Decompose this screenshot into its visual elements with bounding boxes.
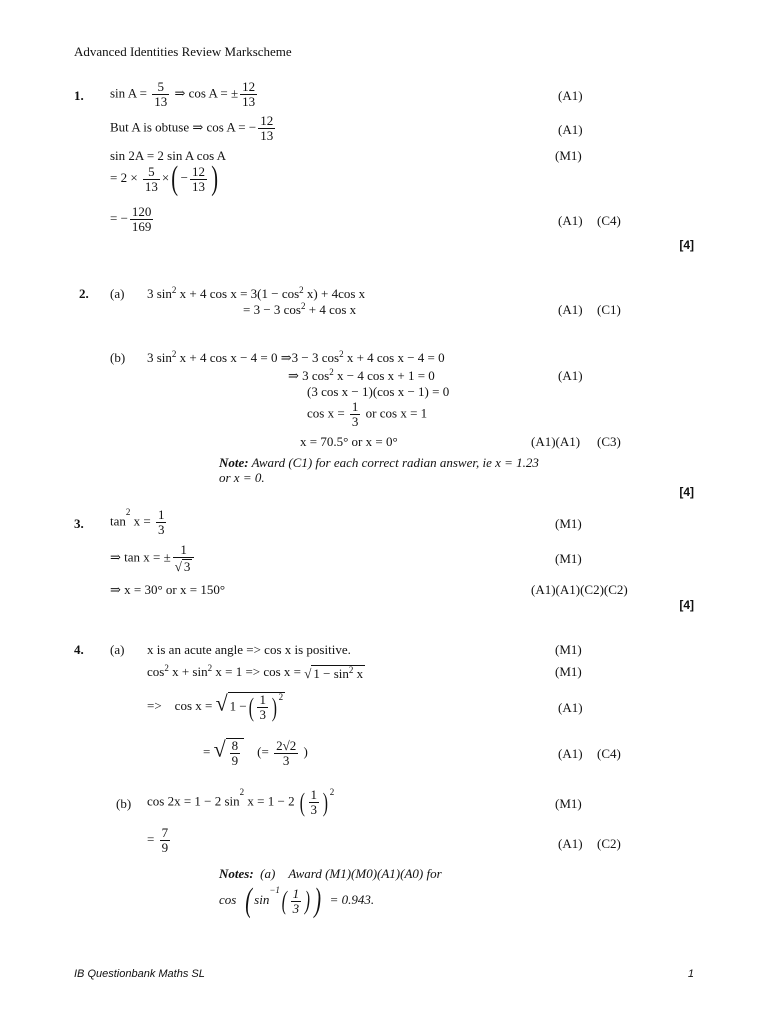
q4-mark-3: (A1) [558, 700, 583, 715]
question-number-1: 1. [74, 88, 84, 103]
q1-mark-3: (M1) [555, 148, 582, 163]
q1-mark-4: (A1) [558, 213, 583, 228]
q1-line-3: sin 2A = 2 sin A cos A [110, 148, 227, 163]
q4-mark-4: (A1) [558, 746, 583, 761]
q1-mark-4b: (C4) [597, 213, 621, 228]
q2-mark-b1: (A1) [558, 368, 583, 383]
q2-note-2: or x = 0. [219, 470, 265, 485]
q4-a-line-4: = √ $\frac{8}{9}$ (= $\frac{2√2}{3}$ ) [203, 736, 308, 768]
q4-mark-6b: (C2) [597, 836, 621, 851]
q4-a-line-3: => cos x = √ 1 −( $\frac{1}{3}$ ) $^2$ [147, 690, 284, 722]
q2-note: Note: Award (C1) for each correct radian answer, ie x = 1.23 [219, 455, 539, 470]
q2-a-line-2: = 3 − 3 $\cos^2 + 4$ cos x [243, 301, 357, 317]
q4-part-b: (b) [116, 796, 132, 811]
q4-b-line-1: cos 2x = 1 − 2 $\sin^2 x = 1 - 2$ ( $\frac{1}{3}$ ) $^2$ [147, 787, 335, 817]
question-number-2: 2. [79, 286, 89, 301]
q4-mark-1: (M1) [555, 642, 582, 657]
q4-notes: Notes: (a) Award (M1)(M0)(A1)(A0) for [219, 866, 442, 881]
q3-mark-3: (A1)(A1)(C2)(C2) [531, 582, 628, 597]
q4-part-a: (a) [110, 642, 125, 657]
q4-mark-2: (M1) [555, 664, 582, 679]
footer-source: IB Questionbank Maths SL [74, 968, 205, 980]
q3-mark-2: (M1) [555, 551, 582, 566]
q2-b-line-3: (3 cos x − 1)(cos x − 1) = 0 [307, 384, 450, 399]
q3-line-2: ⇒ tan x = ± $\frac{1}{√ 3}$ [110, 543, 196, 574]
q2-mark-b2: (A1)(A1) [531, 434, 581, 449]
page-number: 1 [687, 968, 694, 980]
q2-b-line-5: x = 70.5° or x = 0° [300, 434, 398, 449]
q1-mark-2: (A1) [558, 122, 583, 137]
q2-b-line-4: cos x = $\frac{1}{3}$ or cos x = 1 [307, 399, 428, 429]
q1-total: [4] [679, 238, 694, 252]
q2-b-line-1: 3 $\sin^2 x + 4$ cos x − 4 = 0 ⇒3 − 3 $\cos^2 x + 4$ cos x − 4 = 0 [147, 349, 445, 365]
question-number-3: 3. [74, 516, 84, 531]
q1-line-5: = − $\frac{120}{169}$ [110, 204, 152, 234]
q3-line-1: $\tan^2 x$ = $\frac{1}{3}$ [110, 507, 165, 537]
q4-notes-2: cos ( $\sin^{-1}$( $\frac{1}{3}$ ) ) = 0.943. [219, 882, 375, 919]
q3-line-3: ⇒ x = 30° or x = 150° [110, 582, 226, 597]
q2-mark-a1: (A1) [558, 302, 583, 317]
q2-b-line-2: ⇒ 3 $\cos^2 x - 4$ cos x + 1 = 0 [288, 367, 435, 383]
q2-mark-b3: (C3) [597, 434, 621, 449]
q4-a-line-2: $\cos^2 x + \sin^2 x = 1 => \cos x$ = √ $1 - \sin^2 x$ [147, 663, 364, 682]
q2-mark-a2: (C1) [597, 302, 621, 317]
q4-a-line-1: x is an acute angle => cos x is positive. [147, 642, 351, 657]
q3-mark-1: (M1) [555, 516, 582, 531]
q4-b-line-2: = $\frac{7}{9}$ [147, 825, 169, 855]
q1-line-1: sin A = $\frac{5}{13}$ ⇒ cos A = ± $\frac{12}{13}$ [110, 79, 256, 109]
q1-line-2: But A is obtuse ⇒ cos A = − $\frac{12}{13}$ [110, 113, 274, 143]
question-number-4: 4. [74, 642, 84, 657]
page-title: Advanced Identities Review Markscheme [74, 44, 292, 59]
q1-mark-1: (A1) [558, 88, 583, 103]
q2-part-b: (b) [110, 350, 126, 365]
q1-line-4: = 2 × $\frac{5}{13}$ ×( − $\frac{12}{13}$ ) [110, 160, 218, 197]
q2-a-line-1: 3 $\sin^2 x + 4$ $\cos x = 3(1 - \cos^2 x) + 4\cos$ x [147, 285, 366, 301]
q2-total: [4] [679, 485, 694, 499]
q2-part-a: (a) [110, 286, 125, 301]
q4-mark-5: (M1) [555, 796, 582, 811]
q4-mark-6: (A1) [558, 836, 583, 851]
q3-total: [4] [679, 598, 694, 612]
q4-mark-4b: (C4) [597, 746, 621, 761]
